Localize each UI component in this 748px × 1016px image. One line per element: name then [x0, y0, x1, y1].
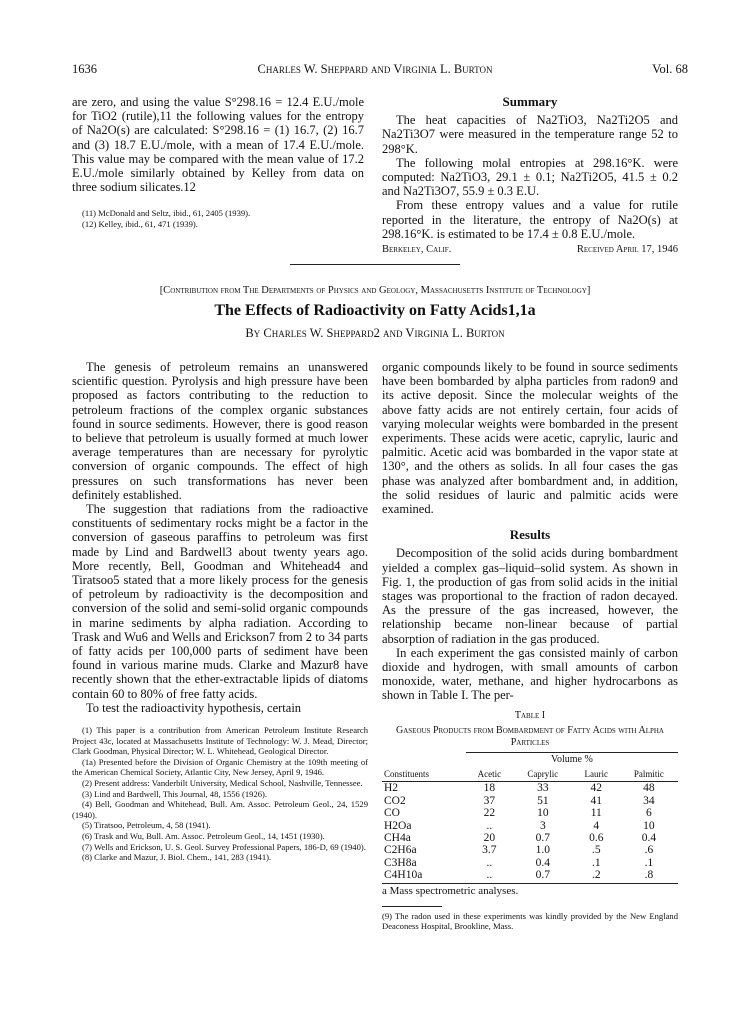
paragraph: organic compounds likely to be found in source sediments have been bombarded by alpha particles from radon9 and its active deposit. Since the molecular weights of the above fatty acids are not entirely certain, four acids of varying molecular weights were bombarded in the present experiments. These acids were acetic, caprylic, lauric and palmitic. Acetic acid was bombarded in the vapor state at 130°, and the others as solids. In all four cases the gas phase was analyzed after bombardment and, in addition, the solid residues of lauric and palmitic acids were examined.	[382, 360, 678, 517]
paragraph: The following molal entropies at 298.16°K. were computed: Na2TiO3, 29.1 ± 0.1; Na2Ti2O5, 41.5 ± 0.2 and Na2Ti3O7, 55.9 ± 0.3 E.U.	[382, 155, 678, 199]
column-header: Palmitic	[633, 769, 664, 780]
value-cell: .8	[644, 869, 654, 882]
right-column	[382, 360, 678, 932]
footnote: (11) McDonald and Seltz, ibid., 61, 2405 (1939).	[82, 208, 251, 219]
running-header: Charles W. Sheppard and Virginia L. Burton	[257, 62, 493, 76]
table-i	[382, 752, 678, 882]
value-cell: 20	[483, 831, 496, 844]
value-cell: .2	[591, 869, 601, 882]
article-title: The Effects of Radioactivity on Fatty Acids1,1a	[214, 302, 536, 319]
table-body	[382, 782, 678, 882]
table-row	[382, 844, 678, 856]
value-cell: 41	[590, 794, 602, 807]
paragraph: The heat capacities of Na2TiO3, Na2Ti2O5 and Na2Ti3O7 were measured in the temperature range 52 to 298°K.	[382, 113, 678, 156]
footnote: (2) Present address: Vanderbilt University, Medical School, Nashville, Tennessee.	[82, 778, 363, 789]
constituent-cell: CO2	[384, 794, 406, 807]
value-cell: 0.7	[535, 869, 550, 882]
value-cell: 4	[593, 819, 600, 832]
value-cell: .5	[591, 844, 601, 857]
footnote: (6) Trask and Wu, Bull. Am. Assoc. Petroleum Geol., 14, 1451 (1930).	[82, 831, 325, 842]
value-cell: ..	[486, 819, 493, 832]
paragraph: The suggestion that radiations from the radioactive constituents of sedimentary rocks might be a factor in the conversion of gaseous paraffins to petroleum was first made by Lind and Bardwell3 about twenty years ago. More recently, Bell, Goodman and Whitehead4 and Tiratsoo5 stated that a more likely process for the genesis of petroleum by radioactivity is the decomposition and conversion of the solid and semi-solid organic compounds in marine sediments by alpha radiation. According to Trask and Wu6 and Wells and Erickson7 from 2 to 34 parts of fatty acids per 100,000 parts of sediment have been found in various marine muds. Clarke and Mazur8 have recently shown that the ether-extractable lipids of diatoms contain 60 to 80% of free fatty acids.	[72, 502, 368, 701]
byline: By Charles W. Sheppard2 and Virginia L. Burton	[245, 326, 505, 340]
footnote: (1) This paper is a contribution from American Petroleum Institute Research Project 43c, located at Massachusetts Institute of Technology: W. J. Mead, Director; Clark Goodman, Physical Director; W. L. Whitehead, Geological Director.	[72, 725, 368, 757]
constituent-cell: CO	[384, 807, 400, 820]
constituent-cell: C4H10a	[384, 869, 423, 882]
footnote: (12) Kelley, ibid., 61, 471 (1939).	[82, 219, 198, 230]
table-note: a Mass spectrometric analyses.	[382, 883, 678, 898]
left-column	[72, 360, 368, 863]
footnote: (7) Wells and Erickson, U. S. Geol. Survey Professional Papers, 186-D, 69 (1940).	[82, 841, 366, 852]
footnotes-left	[72, 725, 368, 863]
value-cell: ..	[486, 869, 493, 882]
constituent-cell: H2	[384, 782, 399, 795]
summary-section	[382, 95, 678, 257]
value-cell: 11	[590, 807, 602, 820]
paragraph: are zero, and using the value S°298.16 = 12.4 E.U./mole for TiO2 (rutile),11 the following values for the entropy of Na2O(s) are calculated: S°298.16 = (1) 16.7, (2) 16.7 and (3) 18.7 E.U./mole, with a mean of 17.4 E.U./mole. This value may be compared with the mean value of 17.2 E.U./mole similarly obtained by Kelley from data on three sodium silicates.12	[72, 95, 364, 195]
table-row	[382, 820, 678, 832]
value-cell: 48	[643, 782, 655, 795]
constituent-cell: CH4a	[384, 831, 411, 844]
value-cell: 42	[590, 782, 602, 795]
value-cell: 3	[539, 819, 546, 832]
table-row	[382, 807, 678, 819]
volume-label: Vol. 68	[652, 62, 688, 76]
value-cell: 10	[643, 819, 655, 832]
place: Berkeley, Calif.	[382, 244, 452, 256]
table-row	[382, 832, 678, 844]
constituent-cell: C2H6a	[384, 844, 417, 857]
value-cell: 1.0	[535, 844, 550, 857]
paragraph: Decomposition of the solid acids during bombardment yielded a complex gas–liquid–solid system. As shown in Fig. 1, the production of gas from solid acids in the initial stages was proportional to the fraction of radon decayed. As the pressure of the gas increased, however, the relationship became non-linear because of partial absorption of radiation in the gas produced.	[382, 546, 678, 646]
footnote: (4) Bell, Goodman and Whitehead, Bull. Am. Assoc. Petroleum Geol., 24, 1529 (1940).	[72, 799, 368, 820]
column-header: Caprylic	[527, 769, 559, 780]
value-cell: 10	[537, 807, 549, 820]
value-cell: 34	[643, 794, 655, 807]
column-header: Acetic	[477, 769, 502, 780]
separator-rule	[290, 264, 460, 265]
table-row	[382, 857, 678, 869]
value-cell: 0.4	[535, 856, 550, 869]
table-row	[382, 795, 678, 807]
page-number: 1636	[72, 62, 97, 76]
value-cell: 22	[483, 807, 496, 820]
received-date: Received April 17, 1946	[576, 244, 678, 256]
value-cell: 37	[483, 794, 496, 807]
paragraph: In each experiment the gas consisted mainly of carbon dioxide and hydrogen, with small amounts of carbon monoxide, water, methane, and higher hydrocarbons as shown in Table I. The per-	[382, 645, 678, 703]
value-cell: .6	[644, 844, 654, 857]
paragraph: The genesis of petroleum remains an unanswered scientific question. Pyrolysis and high pressure have been proposed as factors contributing to the reduction to petroleum fractions of the complex organic substances found in source sediments. However, there is good reason to believe that petroleum is usually formed at much lower average temperatures than are necessary for pyrolytic conversion of organic compounds. The effect of high pressures on such transformations has never been definitely established.	[72, 360, 368, 502]
column-header: Lauric	[584, 769, 608, 780]
paragraph: From these entropy values and a value for rutile reported in the literature, the entropy of Na2O(s) at 298.16°K. is estimated to be 17.4 ± 0.8 E.U./mole.	[382, 198, 678, 241]
column-header: Constituents	[384, 769, 430, 780]
footnote: (1a) Presented before the Division of Organic Chemistry at the 109th meeting of the American Chemical Society, Atlantic City, New Jersey, April 9, 1946.	[72, 756, 368, 778]
value-cell: 0.6	[589, 831, 604, 844]
table-caption: Gaseous Products from Bombardment of Fatty Acids with Alpha Particles	[396, 724, 664, 748]
previous-paper-tail	[72, 95, 364, 230]
value-cell: 0.4	[641, 831, 657, 844]
footnote: (8) Clarke and Mazur, J. Biol. Chem., 141, 283 (1941).	[82, 852, 272, 863]
table-label: Table I	[514, 709, 546, 721]
summary-title: Summary	[502, 94, 558, 109]
results-title: Results	[509, 527, 551, 543]
table-row	[382, 869, 678, 881]
value-cell: 18	[483, 782, 496, 795]
value-cell: 6	[646, 807, 652, 820]
footnote: (3) Lind and Bardwell, This Journal, 48, 1556 (1926).	[82, 788, 268, 799]
paragraph: To test the radioactivity hypothesis, certain	[86, 700, 302, 715]
value-cell: 3.7	[482, 844, 497, 857]
value-cell: .1	[591, 856, 601, 869]
footnote-rule	[382, 906, 442, 907]
volume-header: Volume %	[466, 752, 678, 767]
value-cell: 0.7	[535, 831, 550, 844]
constituent-cell: C3H8a	[384, 856, 417, 869]
signature-line	[382, 243, 678, 257]
constituent-cell: H2Oa	[384, 819, 412, 832]
table-row	[382, 782, 678, 795]
value-cell: .1	[644, 856, 654, 869]
value-cell: 33	[537, 782, 549, 795]
value-cell: ..	[486, 856, 493, 869]
footnote-right: (9) The radon used in these experiments was kindly provided by the New England Deaconess Hospital, Brookline, Mass.	[382, 910, 678, 932]
footnotes-top-left	[72, 208, 364, 229]
value-cell: 51	[537, 794, 549, 807]
footnote: (5) Tiratsoo, Petroleum, 4, 58 (1941).	[82, 820, 211, 831]
contribution-line: [Contribution from The Departments of Physics and Geology, Massachusetts Institute of Technology]	[159, 285, 591, 296]
